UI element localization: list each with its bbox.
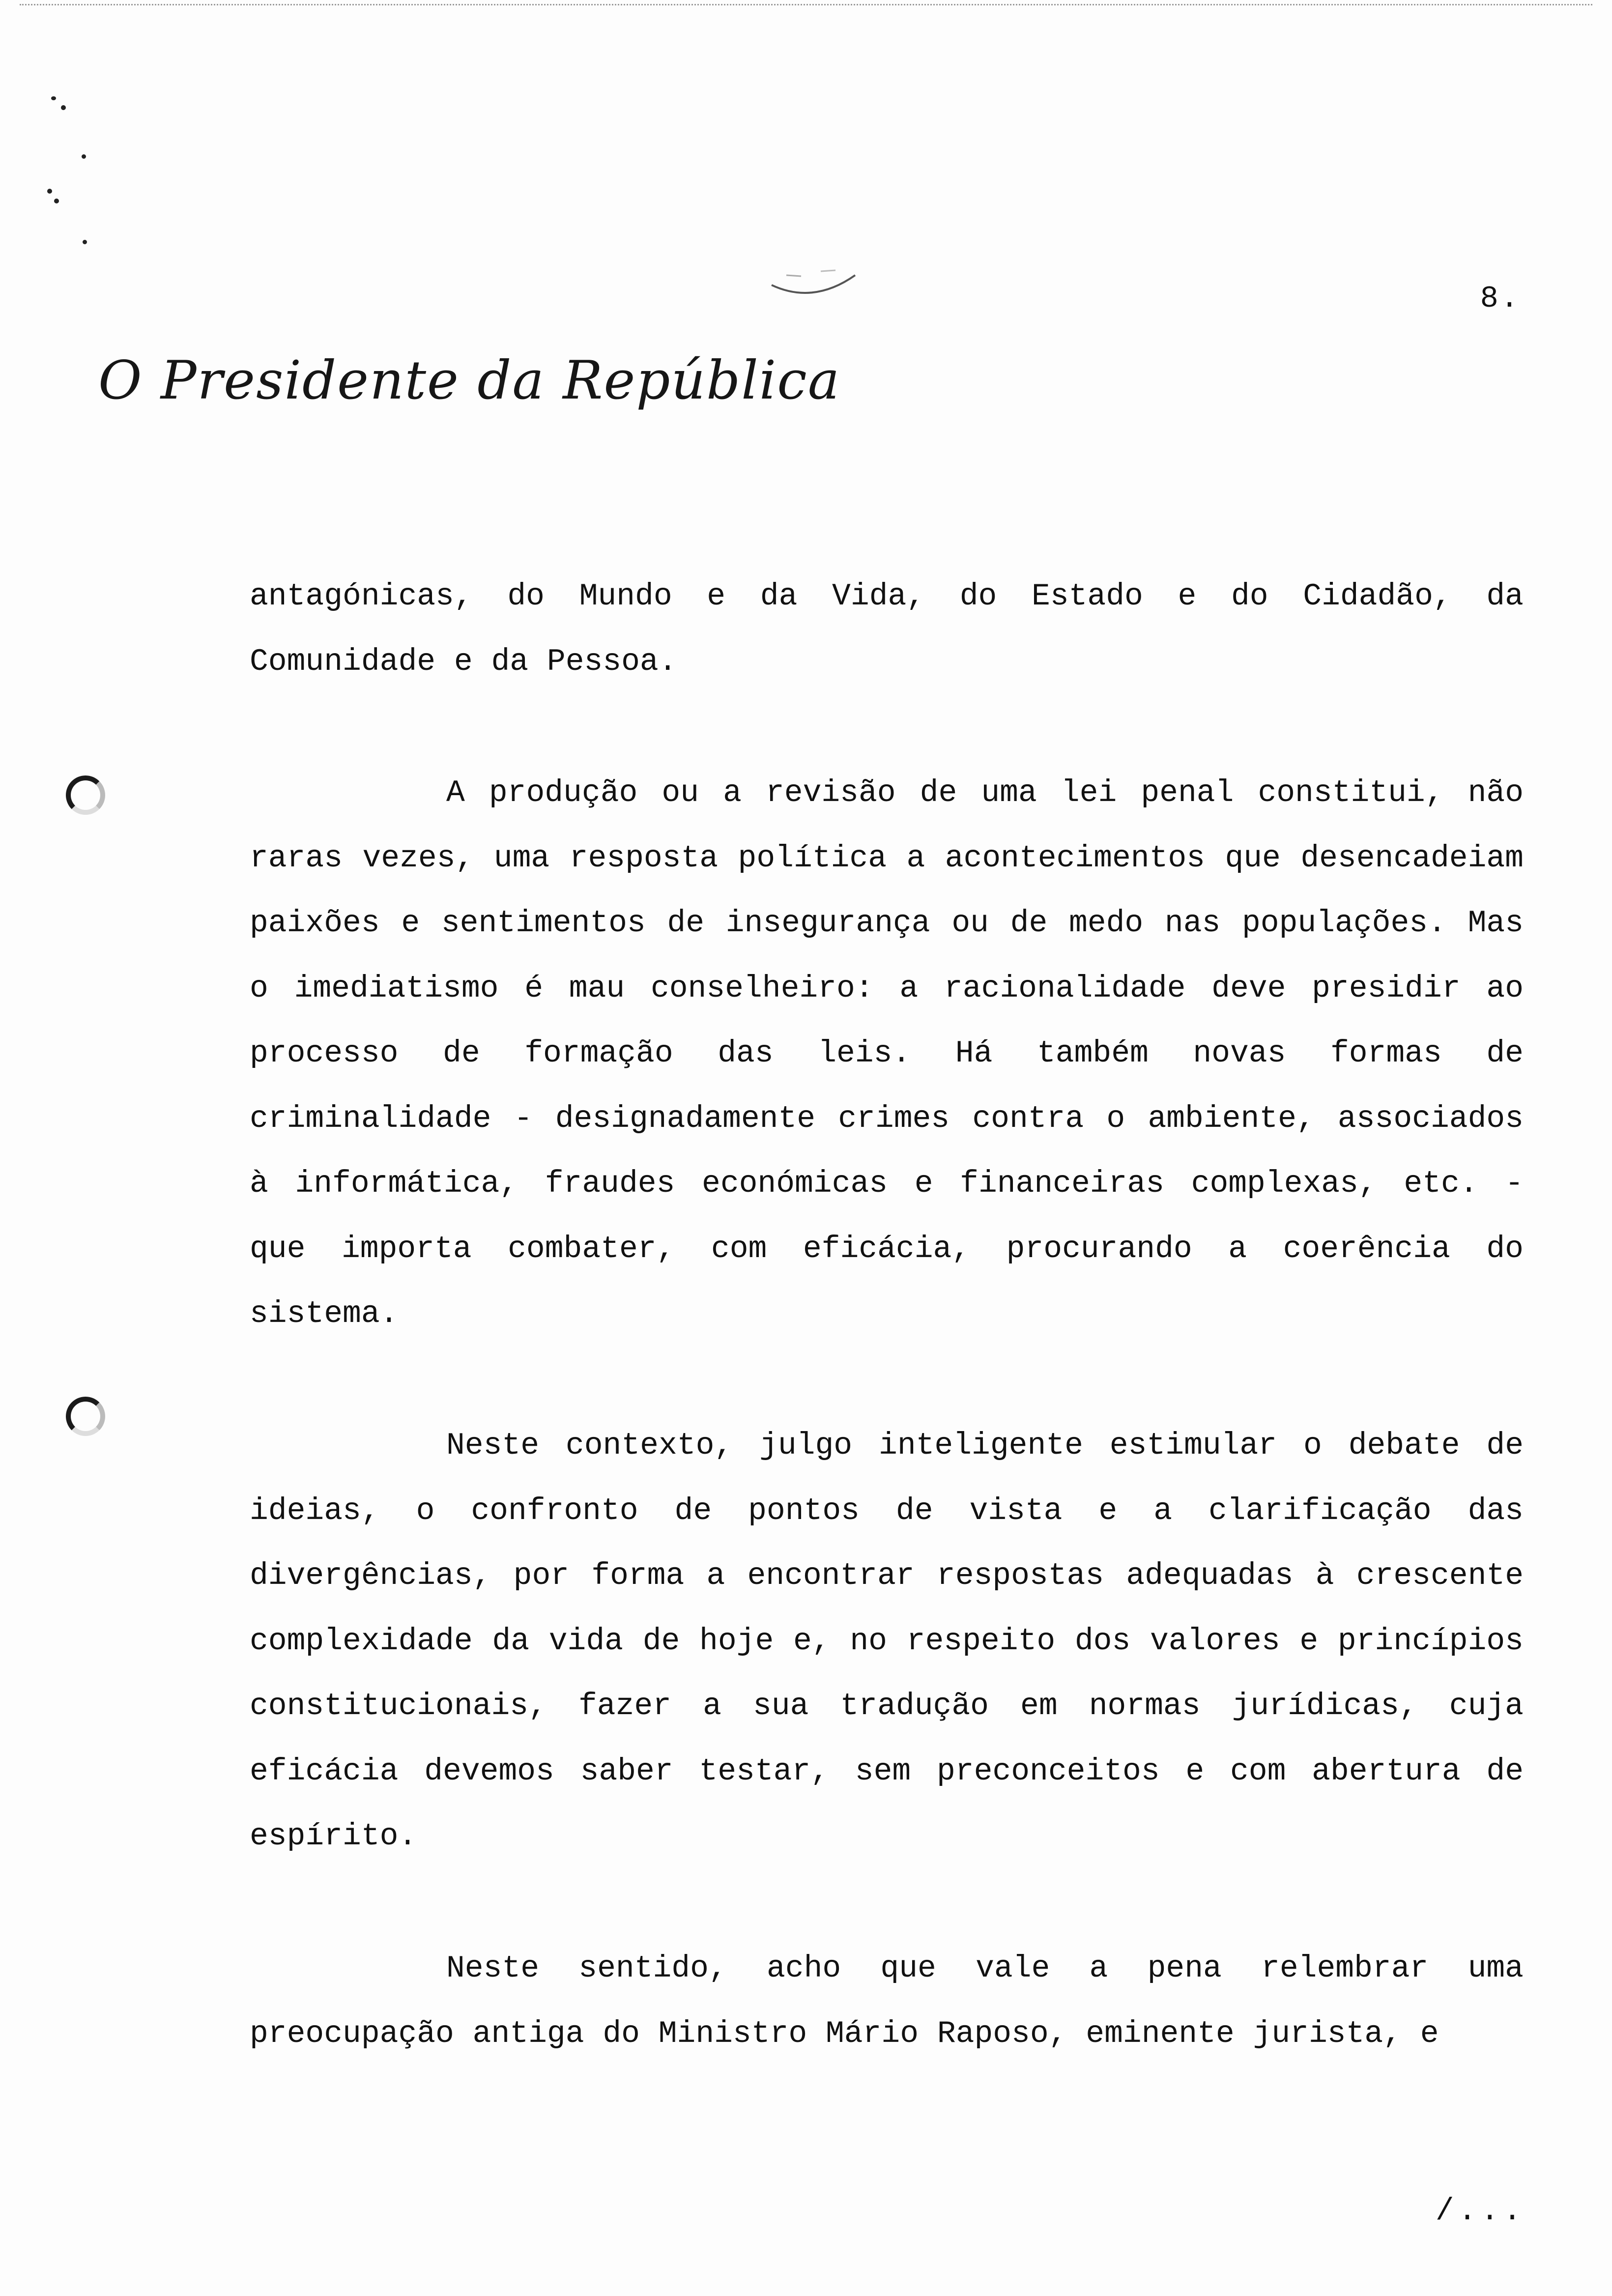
paragraph-continuation bbox=[250, 564, 1524, 694]
margin-speck bbox=[83, 240, 87, 244]
margin-speck bbox=[47, 189, 52, 194]
paragraph-text: antagónicas, do Mundo e da Vida, do Estado e do Cidadão, da Comunidade e da Pessoa. bbox=[250, 579, 1524, 679]
margin-speck bbox=[61, 105, 66, 110]
punch-hole-top bbox=[66, 775, 105, 815]
paragraph-minister bbox=[250, 1936, 1524, 2066]
top-edge-rule bbox=[20, 4, 1592, 5]
continuation-mark: /... bbox=[1435, 2194, 1526, 2229]
margin-speck bbox=[54, 199, 59, 203]
faint-seal-mark bbox=[767, 265, 860, 310]
margin-speck bbox=[51, 96, 56, 100]
paragraph-debate bbox=[250, 1413, 1524, 1869]
paragraph-penal-law bbox=[250, 761, 1524, 1347]
punch-hole-bottom bbox=[66, 1397, 105, 1436]
paragraph-text: Neste contexto, julgo inteligente estimular o debate de ideias, o confronto de pontos de vista e a clarificação das divergências, por forma a encontrar respostas adequadas à crescente complexidade da vida de hoje e, no respeito dos valores e princípios constitucionais, fazer a sua tradução em normas jurídicas, cuja eficácia devemos saber testar, sem preconceitos e com abertura de espírito. bbox=[250, 1428, 1524, 1854]
paragraph-text: Neste sentido, acho que vale a pena relembrar uma preocupação antiga do Ministro Mário Raposo, eminente jurista, e bbox=[250, 1951, 1524, 2051]
margin-speck bbox=[82, 154, 86, 159]
paragraph-text: A produção ou a revisão de uma lei penal constitui, não raras vezes, uma resposta política a acontecimentos que desencadeiam paixões e sentimentos de insegurança ou de medo nas populações. Mas o imediatismo é mau conselheiro: a racionalidade deve presidir ao processo de formação das leis. Há também novas formas de criminalidade - designadamente crimes contra o ambiente, associados à informática, fraudes económicas e financeiras complexas, etc. - que importa combater, com eficácia, procurando a coerência do sistema. bbox=[250, 775, 1524, 1331]
letterhead-title: O Presidente da República bbox=[98, 350, 841, 411]
page-number: 8. bbox=[1480, 281, 1521, 316]
